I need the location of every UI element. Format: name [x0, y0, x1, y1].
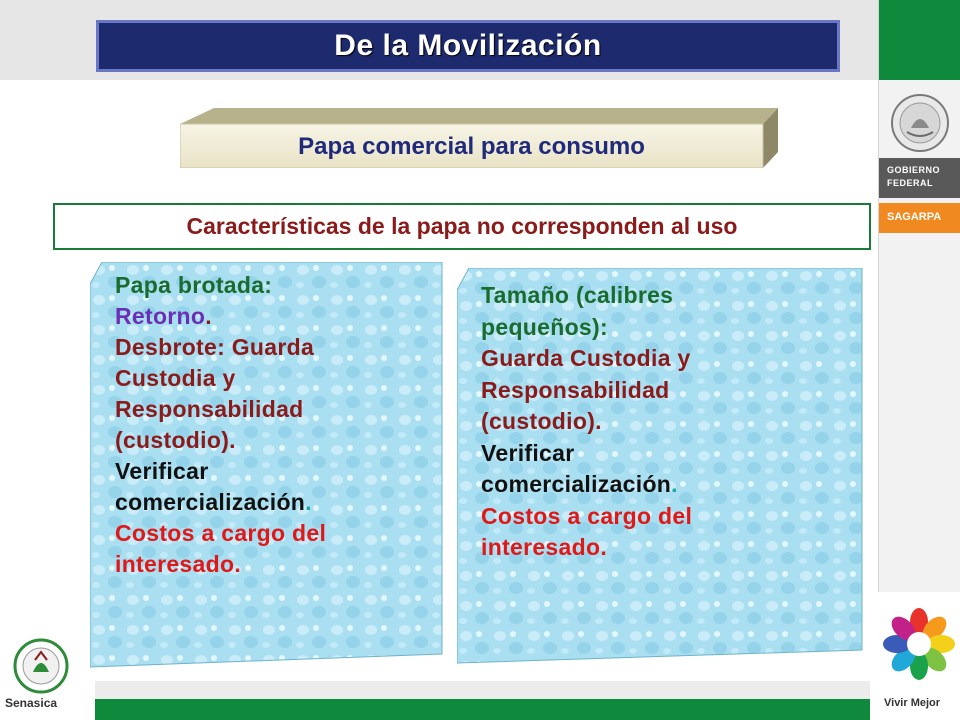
right-line-pequenos: pequeños): [481, 313, 608, 340]
gobierno-line2: FEDERAL [887, 178, 933, 188]
page-title: De la Movilización [334, 29, 602, 62]
sidebar [878, 0, 960, 592]
right-line-verificar: Verificar [481, 439, 575, 466]
characteristics-box [53, 203, 871, 250]
senasica-emblem-icon [5, 632, 80, 696]
gobierno-line1: GOBIERNO [887, 165, 941, 175]
right-line-responsabilidad: Responsabilidad [481, 376, 670, 403]
left-line-comercializacion [115, 487, 326, 518]
right-panel [457, 268, 865, 666]
left-line-verificar: Verificar [115, 458, 209, 484]
right-comercializacion-text: comercialización [481, 471, 672, 497]
footer-grey-strip [95, 681, 870, 699]
left-line-retorno [115, 301, 326, 332]
gobierno-federal-logo [879, 158, 960, 198]
right-panel-text [481, 280, 692, 564]
left-panel-text [115, 270, 326, 580]
left-line-custodia: Custodia y [115, 365, 236, 391]
right-line-tamano: Tamaño (calibres [481, 282, 674, 308]
sidebar-green-block [879, 0, 960, 80]
left-line-custodio: (custodio). [115, 427, 236, 453]
vivir-mejor-flower-icon [878, 592, 960, 692]
vivir-mejor-label: Vivir Mejor [884, 697, 941, 709]
subtitle-banner-text: Papa comercial para consumo [298, 133, 645, 160]
sagarpa-logo: SAGARPA [879, 203, 960, 233]
senasica-label: Senasica [5, 696, 58, 710]
left-line-desbrote: Desbrote: Guarda [115, 334, 315, 360]
left-panel [90, 262, 445, 670]
right-line-costos: Costos a cargo del [481, 502, 693, 529]
left-line-papa-brotada: Papa brotada: [115, 272, 273, 298]
left-line-responsabilidad: Responsabilidad [115, 396, 304, 422]
right-line-custodio: (custodio). [481, 408, 602, 434]
mexico-seal-icon [889, 92, 951, 154]
left-retorno-text: Retorno [115, 303, 206, 329]
left-comercializacion-dot: . [305, 489, 312, 515]
left-line-interesado: interesado. [115, 551, 242, 577]
left-line-costos: Costos a cargo del [115, 520, 327, 546]
right-comercializacion-dot: . [671, 471, 678, 497]
footer-green-strip [95, 699, 870, 720]
vivir-mejor-logo [878, 592, 960, 720]
page-title-bar [96, 20, 840, 72]
right-line-interesado: interesado. [481, 534, 608, 560]
right-line-guarda: Guarda Custodia y [481, 345, 691, 371]
left-retorno-dot: . [205, 303, 212, 329]
right-line-comercializacion [481, 469, 692, 501]
left-comercializacion-text: comercialización [115, 489, 306, 515]
characteristics-text: Características de la papa no corresponden al uso [186, 213, 738, 239]
